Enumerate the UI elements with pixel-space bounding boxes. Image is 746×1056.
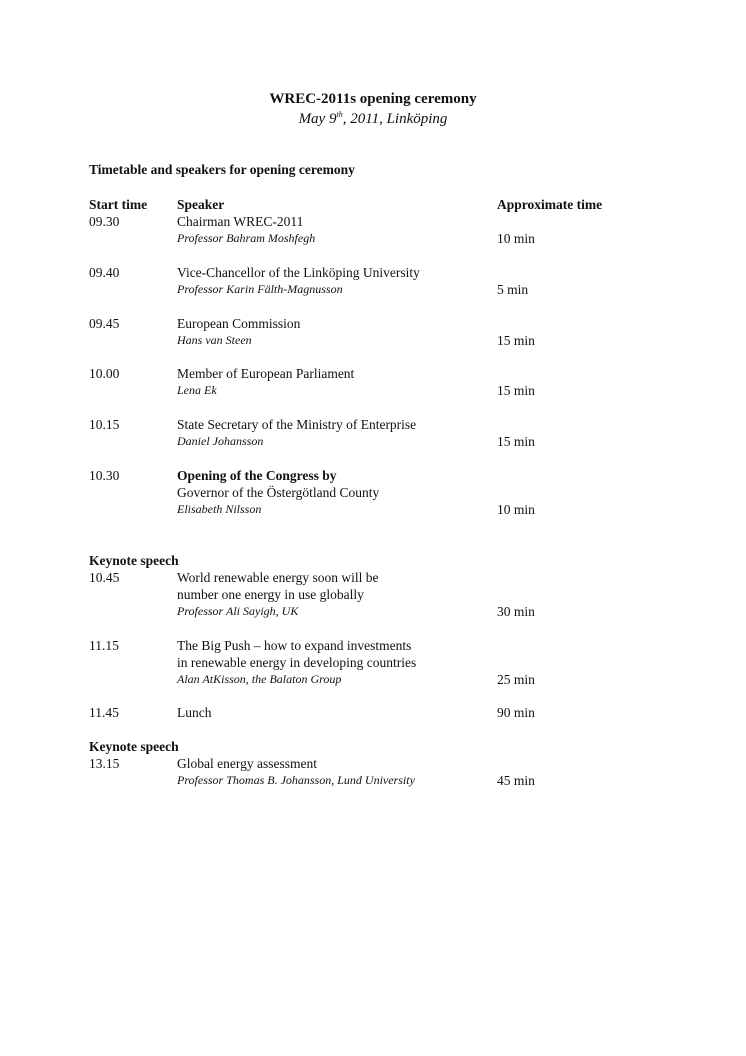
- speaker-name: Professor Bahram Moshfegh: [177, 231, 316, 245]
- session-title: Chairman WREC-2011: [177, 214, 304, 229]
- approximate-duration: 15 min: [497, 383, 535, 398]
- subtitle-location: , 2011, Linköping: [342, 111, 448, 127]
- session-description: [177, 416, 416, 450]
- session-description: [177, 213, 315, 247]
- session-title: Vice-Chancellor of the Linköping University: [177, 265, 420, 280]
- start-time: 09.45: [89, 316, 120, 331]
- approximate-duration: 25 min: [497, 672, 535, 687]
- start-time: 10.45: [89, 570, 120, 585]
- session-title: State Secretary of the Ministry of Enterprise: [177, 417, 417, 432]
- approximate-duration: 5 min: [497, 282, 529, 297]
- start-time: 10.00: [89, 366, 120, 381]
- session-description: [177, 704, 212, 721]
- approximate-duration: 15 min: [497, 333, 535, 348]
- start-time: 11.15: [89, 638, 119, 653]
- session-heading: Opening of the Congress by: [177, 468, 337, 483]
- speaker-name: Professor Karin Fälth-Magnusson: [177, 282, 343, 296]
- approximate-duration: 30 min: [497, 604, 535, 619]
- keynote-speech-label: Keynote speech: [89, 739, 179, 754]
- session-description: [177, 264, 420, 298]
- session-title: in renewable energy in developing countries: [177, 655, 417, 670]
- start-time: 10.30: [89, 468, 120, 483]
- speaker-name: Hans van Steen: [177, 333, 252, 347]
- speaker-name: Lena Ek: [177, 383, 217, 397]
- column-header-start-time: Start time: [89, 197, 148, 212]
- session-title: World renewable energy soon will be: [177, 570, 379, 585]
- session-title: Global energy assessment: [177, 756, 317, 771]
- start-time: 10.15: [89, 417, 120, 432]
- approximate-duration: 45 min: [497, 773, 535, 788]
- session-title: Member of European Parliament: [177, 366, 355, 381]
- document-title: WREC-2011s opening ceremony: [269, 91, 477, 107]
- session-description: [177, 467, 379, 518]
- approximate-duration: 10 min: [497, 502, 535, 517]
- speaker-name: Alan AtKisson, the Balaton Group: [177, 672, 342, 686]
- session-description: [177, 755, 415, 789]
- start-time: 09.30: [89, 214, 120, 229]
- speaker-name: Professor Thomas B. Johansson, Lund University: [177, 773, 415, 787]
- session-title: Governor of the Östergötland County: [177, 485, 380, 500]
- column-header-approximate-time: Approximate time: [497, 197, 603, 212]
- start-time: 11.45: [89, 705, 119, 720]
- approximate-duration: 10 min: [497, 231, 535, 246]
- session-description: [177, 365, 354, 399]
- session-description: [177, 637, 416, 688]
- start-time: 13.15: [89, 756, 120, 771]
- session-description: [177, 315, 300, 349]
- subtitle-date-suffix: th: [336, 110, 343, 119]
- approximate-duration: 15 min: [497, 434, 535, 449]
- speaker-name: Professor Ali Sayigh, UK: [177, 604, 299, 618]
- session-description: [177, 569, 378, 620]
- start-time: 09.40: [89, 265, 120, 280]
- session-title: number one energy in use globally: [177, 587, 364, 602]
- session-title: Lunch: [177, 705, 212, 720]
- approximate-duration: 90 min: [497, 705, 535, 720]
- section-heading: Timetable and speakers for opening ceremony: [89, 162, 355, 177]
- subtitle-date: May 9: [298, 111, 337, 127]
- column-header-speaker: Speaker: [177, 197, 225, 212]
- session-title: The Big Push – how to expand investments: [177, 638, 412, 653]
- keynote-speech-label: Keynote speech: [89, 553, 179, 568]
- speaker-name: Daniel Johansson: [177, 434, 264, 448]
- session-title: European Commission: [177, 316, 301, 331]
- speaker-name: Elisabeth Nilsson: [177, 502, 262, 516]
